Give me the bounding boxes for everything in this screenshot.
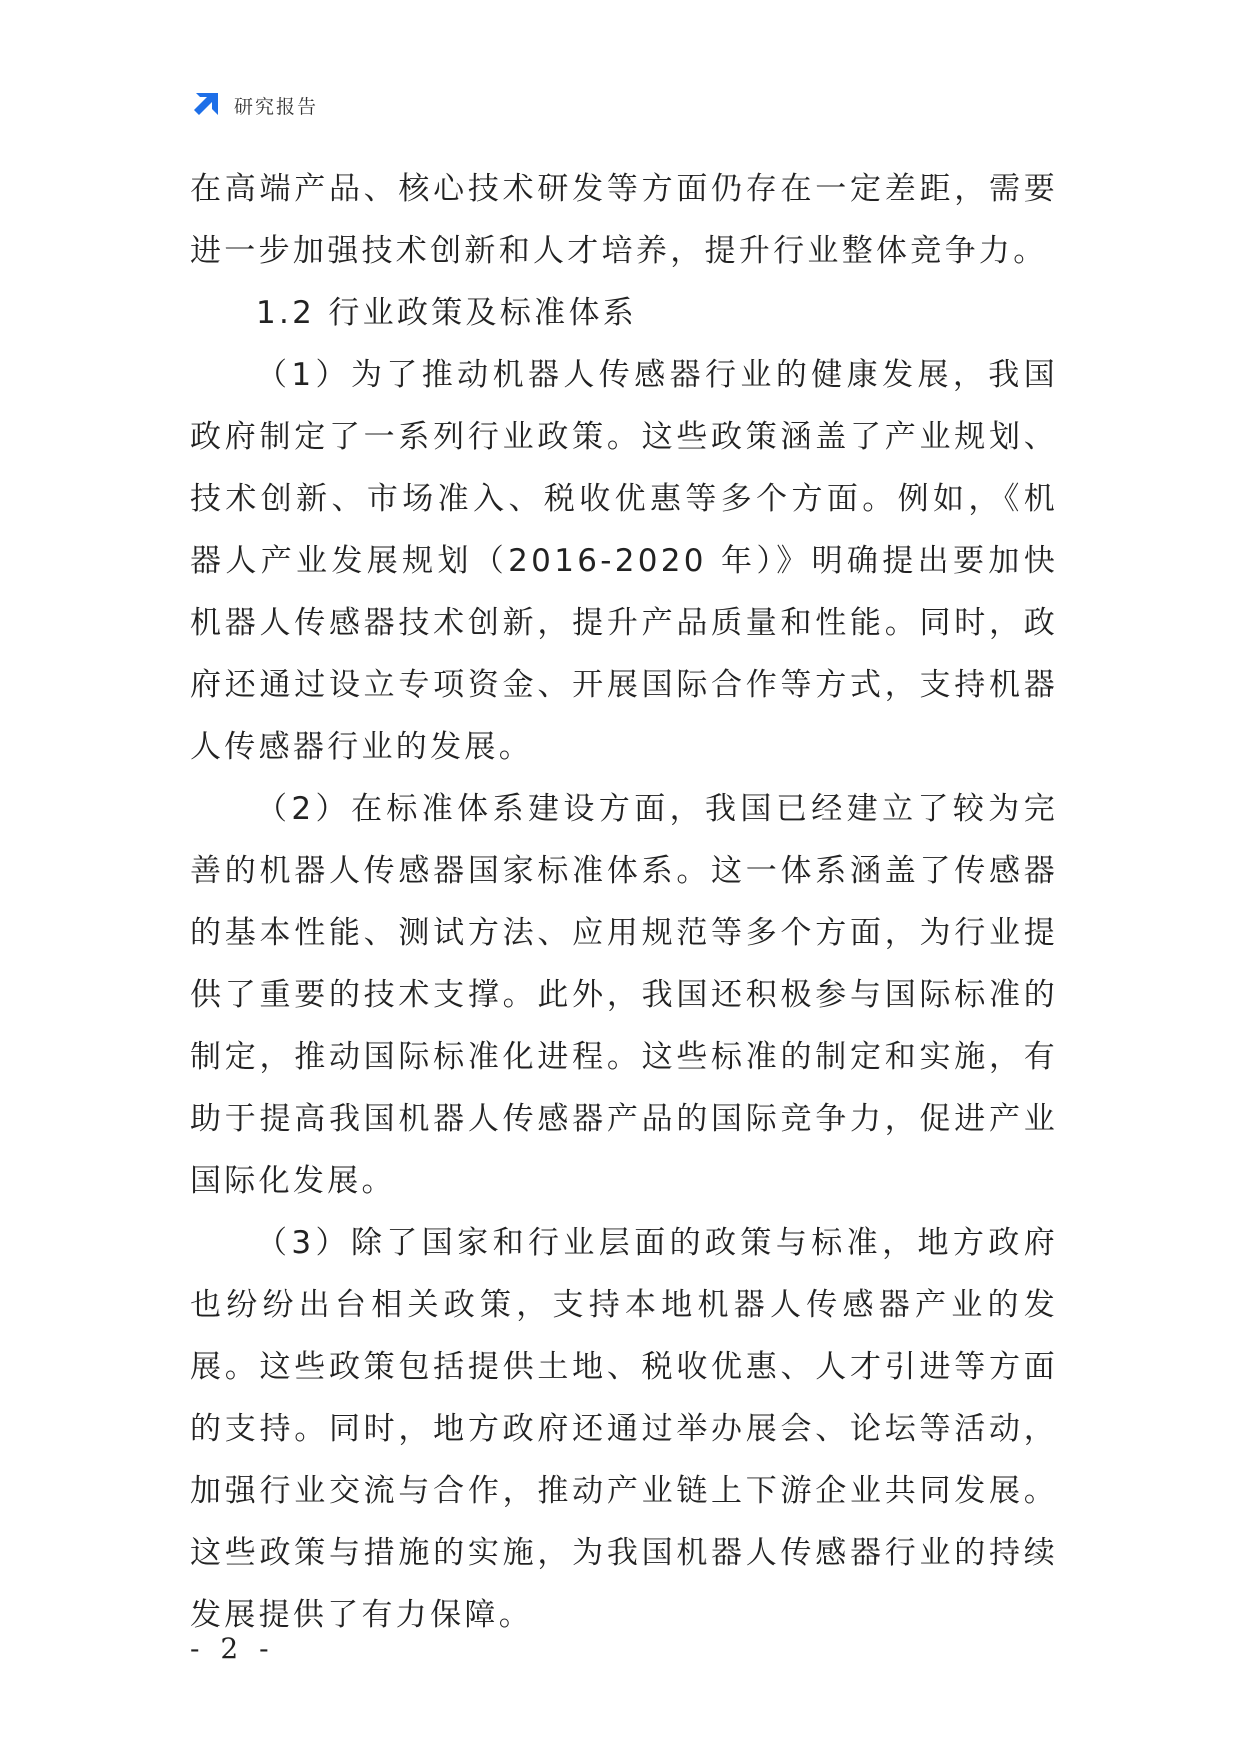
section-heading: 1.2 行业政策及标准体系 [256, 295, 638, 331]
continuation-paragraph: 在高端产品、核心技术研发等方面仍存在一定差距，需要进一步加强技术创新和人才培养，提升行业整体竞争力。 [190, 171, 1058, 269]
report-header [190, 88, 318, 122]
header-title: 研究报告 [234, 95, 319, 118]
arrow-up-right-icon [190, 89, 222, 121]
document-body [190, 158, 1058, 1646]
paragraph-1: （1）为了推动机器人传感器行业的健康发展，我国政府制定了一系列行业政策。这些政策涵盖了产业规划、技术创新、市场准入、税收优惠等多个方面。例如，《机器人产业发展规划（2016-2020 年）》明确提出要加快机器人传感器技术创新，提升产品质量和性能。同时，政府还通过设立专项资金、开展国际合作等方式，支持机器人传感器行业的发展。 [190, 357, 1058, 765]
page-number: - 2 - [190, 1632, 275, 1665]
paragraph-2: （2）在标准体系建设方面，我国已经建立了较为完善的机器人传感器国家标准体系。这一体系涵盖了传感器的基本性能、测试方法、应用规范等多个方面，为行业提供了重要的技术支撑。此外，我国还积极参与国际标准的制定，推动国际标准化进程。这些标准的制定和实施，有助于提高我国机器人传感器产品的国际竞争力，促进产业国际化发展。 [190, 791, 1058, 1199]
paragraph-3: （3）除了国家和行业层面的政策与标准，地方政府也纷纷出台相关政策，支持本地机器人传感器产业的发展。这些政策包括提供土地、税收优惠、人才引进等方面的支持。同时，地方政府还通过举办展会、论坛等活动，加强行业交流与合作，推动产业链上下游企业共同发展。这些政策与措施的实施，为我国机器人传感器行业的持续发展提供了有力保障。 [190, 1225, 1058, 1633]
